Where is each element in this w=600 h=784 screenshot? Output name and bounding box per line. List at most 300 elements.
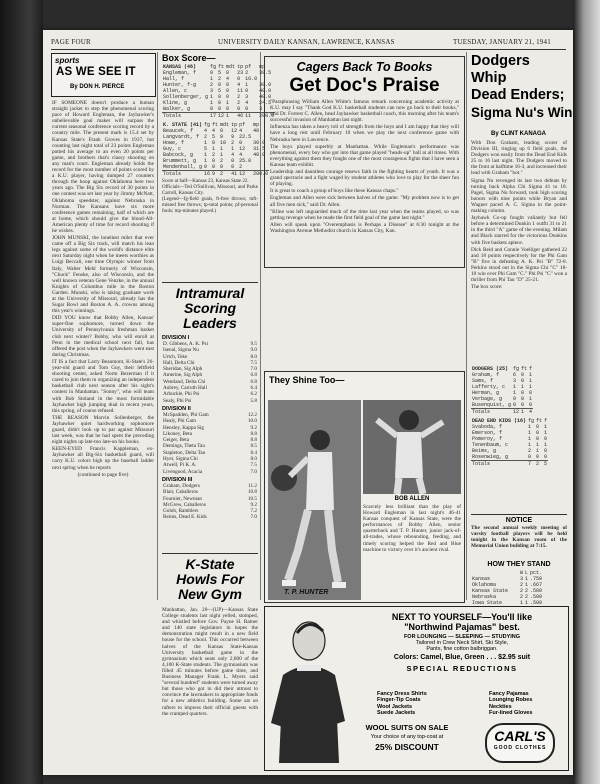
cagers-story-box <box>264 56 465 268</box>
stat-cell: 40 <box>253 128 260 134</box>
issue-date: TUESDAY, JANUARY 21, 1941 <box>453 38 551 46</box>
cagers-kicker: Cagers Back To Books <box>296 60 433 74</box>
dodgers-paragraph: Sigma Nu revenged its last two defeats by turning back Alpha Chi Sigma 41 to 18. Pagel, Sigma Nu forward, took high scoring honors with nine points while Bryan and Wagner paced A. C. Sigma in the point-making column. <box>471 177 567 215</box>
stat-cell: 9 <box>210 70 214 76</box>
stat-cell: 1 <box>210 76 214 82</box>
stat-cell: 1 <box>544 430 548 436</box>
scoring-average: 9.0 <box>250 347 257 354</box>
column-header: pct. <box>530 570 543 576</box>
ad-item: Wool Jackets <box>377 703 413 710</box>
player-name: McSpadden, Phi Gam <box>163 411 209 418</box>
standings-cell: 1 <box>525 582 529 588</box>
totals-row <box>162 171 269 178</box>
column-header: fg <box>528 418 535 424</box>
stat-cell: 4 <box>226 76 230 82</box>
cagers-paragraph: Influenza has taken a heavy toll of strength from the boys and I am happy that they will have a long rest until February 10 when we play the next conference game with Nebraska here in Lawrence. <box>270 124 459 143</box>
ad-item: Fur-lined Gloves <box>489 709 533 716</box>
totals-cell: 46 <box>237 113 244 119</box>
standings-cell: 2 <box>520 588 524 594</box>
totals-cell: 17 <box>210 113 217 119</box>
column-header: f <box>529 366 533 372</box>
standings-cell: .667 <box>530 582 543 588</box>
legend: (Legend—fg-field goals, ft-free throws; mft-missed free throws; tp-total points; pf-personal fouls; mp-minutes played.) <box>162 197 258 214</box>
stat-cell: 12 <box>239 146 246 152</box>
totals-cell: 12 <box>218 113 225 119</box>
standings-title: HOW THEY STAND <box>487 561 551 568</box>
scoring-average: 7.0 <box>250 366 257 373</box>
column-header: mdt <box>220 122 230 128</box>
stat-cell: 0 <box>218 106 222 112</box>
stat-cell: 9 <box>231 134 235 140</box>
intramural-headline <box>162 286 258 331</box>
scoring-average: 10.0 <box>247 418 257 425</box>
ad-copy <box>357 612 567 673</box>
column-paragraph: IT IS a fact that Larry Beaumont, K-State's 26-year-old guard and Tom Guy, their leftfield shooting center, asked Norm Bezerman if it cared to join them in organizing an independent basketball club next season after his sight's contest in Manhattan. "Sonny", who will team with Bob Stoland in the most formidable Jayhawker high jumping dual in recent years, this spring, of course refused. <box>52 358 154 414</box>
ad-wool-sale: WOOL SUITS ON SALE <box>365 723 449 732</box>
stat-cell: 1 <box>528 436 532 442</box>
cagers-story-body <box>270 99 459 259</box>
stat-cell: 0 <box>226 106 230 112</box>
scoring-average: 7.5 <box>250 462 257 469</box>
stat-cell: 0 <box>521 402 525 408</box>
totals-row <box>162 113 275 120</box>
totals-cell: 16 <box>204 171 211 177</box>
standings-cell: 1 <box>520 600 524 606</box>
dodgers-byline: By CLINT KANAGA <box>491 131 546 137</box>
player-name: Busenquist, g <box>472 402 512 408</box>
stat-cell: 0 <box>239 140 243 146</box>
photo-caption-text: Scarcely less brilliant than the play of Howard Engleman in last night's 46-41 Kansas conquest of Kansas State, were the performances of Bobby Allen, senior quarterback and T. P. Hunter, junior jack-of-all-trades, whose rebounding, feeding, and timely scoring helped the Red and Blue machine to victory over it's ancient rival. <box>363 504 461 553</box>
stat-cell: 0 <box>529 390 533 396</box>
stat-cell: 0 <box>513 402 517 408</box>
stat-cell: 1 <box>529 378 533 384</box>
dodgers-story-body <box>471 140 567 362</box>
stat-cell: 1 <box>204 140 208 146</box>
ad-choice: Your choice of any top-coat at <box>370 734 444 740</box>
section-rule <box>162 553 258 554</box>
stat-cell: 2 <box>528 448 532 454</box>
ad-headline: NEXT TO YOURSELF—You'll like <box>391 612 533 622</box>
player-name: Hensley, Kappa Sig <box>163 424 205 431</box>
scoring-average: 7.0 <box>250 514 257 521</box>
paper-title: UNIVERSITY DAILY KANSAN, LAWRENCE, KANSAS <box>218 38 395 46</box>
stat-cell: 22.5 <box>239 134 252 140</box>
photo-title: They Shine Too— <box>269 375 345 385</box>
team-label: DEAD END KIDS (16) <box>472 418 527 424</box>
stat-cell: 1 <box>231 146 235 152</box>
kstate-headline-line: New Gym <box>178 586 242 602</box>
player-name: McGrew, Caballeros <box>163 501 206 508</box>
scoring-average: 8.0 <box>250 353 257 360</box>
officials: Officials—Ted O'Sullivan, Missouri, and Parke Carroll, Kansas City. <box>162 185 258 196</box>
totals-cell: 5 <box>544 461 548 467</box>
player-name: Wentland, Delta Chi <box>163 378 206 385</box>
team-label: KANSAS (46) <box>163 64 197 70</box>
column-header: ft <box>521 366 528 372</box>
player-name: Sams, f <box>472 378 494 384</box>
hunter-photo <box>268 400 361 600</box>
column-divider <box>466 52 467 600</box>
stat-cell: 0 <box>226 70 230 76</box>
standings-cell: 1 <box>525 576 529 582</box>
standings-cell: 1 <box>525 600 529 606</box>
player-name: Verbage, g <box>472 396 503 402</box>
stat-cell: 1 <box>210 100 214 106</box>
scoring-average: 7.2 <box>250 508 257 515</box>
stat-cell: 4 <box>204 128 208 134</box>
dodgers-paragraph: Jayhawk Co-op fought valiantly but fell before a determined Dunkin 1 outfit 31 to 21 in the third "A" game of the evening. Milam and Black starred for the victorious Dunkins with five baskets apiece. <box>471 215 567 246</box>
totals-cell: 200.0 <box>253 171 269 177</box>
ad-specials-title: SPECIAL REDUCTIONS <box>406 664 518 673</box>
player-name: Guy, c <box>163 146 182 152</box>
column-divider <box>157 52 158 600</box>
cagers-paragraph: "Paraphrasing William Allen White's famous remark concerning academic activity at K.U. may I say "Thank God K.U. basketball students can now go back to their books," said Dr. Forrest C. Allen, head Jayhawker basketball coach, this morning after his team's successful invasion of Manhattan last night. <box>270 99 459 124</box>
scan-border-left <box>0 0 43 784</box>
column-header: mp <box>253 122 260 128</box>
stat-cell: 3 <box>513 378 517 384</box>
ad-product: "Northwind Pajamas" best. <box>404 622 520 632</box>
stat-cell: 0 <box>218 94 222 100</box>
table-row <box>162 106 275 113</box>
stat-cell: 1 <box>245 82 249 88</box>
column-kicker: sports <box>55 56 80 65</box>
intramural-title: Leaders <box>183 315 237 331</box>
photo-feature <box>264 371 465 603</box>
player-name: Herman, g <box>472 390 500 396</box>
scoring-average: 6.8 <box>250 372 257 379</box>
player-name: Beims, Dead E. Kids <box>163 514 207 521</box>
column-paragraph: DID YOU know that Bobby Allen, Kansas' super-fine sophomore, turned down the University of Pennsylvania freshman basket club next winter? Bobby, who will enroll at Penn in the medical school next fall, has offered the post when the Jayhawkers went east during Christmas. <box>52 315 154 358</box>
standings-cell: 2 <box>520 594 524 600</box>
stat-cell: 0 <box>521 390 525 396</box>
player-name: Arbuckle, Phi Psi <box>163 391 200 398</box>
stat-cell: 0 <box>226 94 230 100</box>
division-heading: DIVISION II <box>162 405 191 412</box>
player-name: Golob, Ramblers <box>163 508 199 515</box>
ad-illustration <box>269 613 347 763</box>
stat-cell: 2 <box>220 158 224 164</box>
column-header: ft <box>212 122 219 128</box>
intramural-title: Scoring <box>183 300 237 316</box>
continued-note: (continued to page five) <box>77 471 129 478</box>
stat-cell: 1 <box>529 396 533 402</box>
cagers-paragraph: "Kline was left unguarded much of the time last year when the teams played, so was getting revenge when he made the first field goal of the game last night." <box>270 208 459 221</box>
stat-cell: 0 <box>521 378 525 384</box>
stat-cell: 6 <box>513 372 517 378</box>
allen-player-image <box>363 400 461 494</box>
stat-cell: 0 <box>245 88 249 94</box>
scoring-average: 10.8 <box>247 489 257 496</box>
stat-cell: 1 <box>536 442 540 448</box>
player-name: Geiger, Beta <box>163 437 190 444</box>
player-name: Beaucek, f <box>163 128 194 134</box>
deadend-box-table <box>471 418 548 467</box>
stat-cell: 0 <box>536 430 540 436</box>
player-name: Atwell, Pi K. A. <box>163 462 197 469</box>
player-name: Walker, g <box>163 106 191 112</box>
stat-cell: 1 <box>529 384 533 390</box>
player-name: Hyer, Sigma Chi <box>163 456 198 463</box>
player-name: Beims, g <box>472 448 497 454</box>
totals-cell: 9 <box>211 171 219 178</box>
player-name: Howe, f <box>163 140 185 146</box>
ad-discount: 25% DISCOUNT <box>375 742 439 752</box>
stat-cell: 2 <box>204 134 208 140</box>
stat-cell: 0 <box>521 372 525 378</box>
stat-cell: 0 <box>237 106 241 112</box>
intramural-title: Intramural <box>175 285 245 301</box>
dodgers-paragraph: With Don Graham, leading scorer of Division III, ringing up 6 field goals, the Dodgers won easily from the Dead End Kids 25 to 16 last night. The Dodgers moved to the front at halftime 16-3, and increased their lead with Graham "hot." <box>471 140 567 177</box>
stat-cell: 0 <box>226 82 230 88</box>
scoring-average: 6.2 <box>250 391 257 398</box>
scoring-average: 8.0 <box>250 456 257 463</box>
kstate-box-table <box>162 122 269 177</box>
division-heading: DIVISION III <box>162 476 193 483</box>
allen-photo <box>363 400 461 494</box>
player-name: Amerine, Sig Alph <box>163 372 203 379</box>
column-paragraph: IF SOMEONE doesn't produce a human straight jacket to step the phenomenal scoring pace of Howard Engleman, the Jayhawker's unbelievable goal maker will surpass the current seasonal conference scoring record by a country mile. The present mark is 15.4 set by Kansas State's Frank Groves in 1937, but counting last night total of 23 points Engleman potted his average to an even 20 points per game, and brothers that's classy shooting on any man's court. Engleman already holds the record for the most number of points scored by a K.U. player, having dumped 27 counters through the hoop against Oklahoma here two years ago. The Big Six record of 30 points in one contest was set last year by Jimmy McNatt, Oklahoma speedster, against Nebraska in Norman. The Kansans have six more conference games remaining, half of which are at home, which should give the blond-All-American plenty of time for record shooting if he wishes. <box>52 100 154 234</box>
stat-cell: 25.0 <box>239 158 252 164</box>
stat-cell: 1 <box>528 424 532 430</box>
ad-right-items <box>489 691 532 716</box>
stat-cell: 2 <box>239 164 243 170</box>
column-byline: By DON H. PIERCE <box>70 84 125 90</box>
stat-cell: 3 <box>245 94 249 100</box>
stat-cell: 0 <box>210 106 214 112</box>
stat-cell: 2 <box>237 100 241 106</box>
column-header: pf <box>245 64 252 70</box>
allen-caption: BOB ALLEN <box>394 496 430 502</box>
stat-cell: 0 <box>528 454 532 460</box>
standings-cell: .500 <box>530 600 543 606</box>
stat-cell: 4 <box>239 152 243 158</box>
division-heading: DIVISION I <box>162 335 190 341</box>
box-notes <box>162 179 258 215</box>
player-name: Allen, c <box>163 88 188 94</box>
stat-cell: 1 <box>513 390 517 396</box>
leader-row <box>162 514 258 520</box>
cagers-paragraph: It is great to coach a group of boys like these Kansas chaps." <box>270 188 399 195</box>
stat-cell: 5 <box>218 88 222 94</box>
stat-cell: 1 <box>544 424 548 430</box>
stat-cell: 3 <box>259 106 263 112</box>
column-paragraph: KEEN-EYED Francis Kappleman, ex-Jayhawker all Big-Six basketball guard, will carry K.U. colors high up the baseball ladder next spring when he reports <box>52 446 154 471</box>
stat-cell: 30.0 <box>259 82 272 88</box>
team-label: DODGERS (25) <box>472 366 509 372</box>
column-header: tp <box>237 64 244 70</box>
ad-item: Neckties <box>489 703 512 710</box>
team-name: Kansas State <box>472 588 509 594</box>
masthead-rule <box>51 49 566 50</box>
scoring-average: 12.2 <box>247 411 257 418</box>
totals-cell: 1 <box>520 409 528 416</box>
carls-logo-name: CARL'S <box>494 728 546 744</box>
standings-cell: 2 <box>525 588 529 594</box>
stat-cell: 0 <box>529 402 533 408</box>
scoring-average: 11.2 <box>248 482 257 489</box>
intramural-box-scores <box>471 366 567 467</box>
leaders-table <box>162 412 258 475</box>
column-title: AS WE SEE IT <box>56 66 136 78</box>
column-header: mdt <box>226 64 236 70</box>
kstate-headline-line: Howls For <box>176 571 244 587</box>
totals-cell: 1 <box>225 113 236 120</box>
ad-left-items <box>377 691 427 716</box>
ad-uses: FOR LOUNGING — SLEEPING — STUDYING <box>403 634 521 640</box>
stat-cell: 1 <box>521 384 525 390</box>
leader-row <box>162 398 258 404</box>
column-header: L <box>525 570 529 576</box>
standings-cell: 2 <box>520 582 524 588</box>
player-name: Graham, f <box>472 372 500 378</box>
column-header: mp <box>259 64 266 70</box>
stat-cell: 0 <box>536 424 540 430</box>
scoring-average: 8.5 <box>250 443 257 450</box>
scoring-average: 10.5 <box>247 495 257 502</box>
leader-row <box>162 469 258 475</box>
player-name: Pomeroy, f <box>472 436 503 442</box>
totals-cell: 2 <box>535 461 543 468</box>
stat-cell: 4 <box>245 100 249 106</box>
carls-logo-tag: GOOD CLOTHES <box>493 745 547 751</box>
halftime-score: Score at half—Kansas 23, Kansas State 22. <box>162 179 249 184</box>
newspaper-page <box>43 30 573 775</box>
stat-cell: 30.0 <box>253 140 266 146</box>
leaders-table <box>162 341 258 404</box>
stat-cell: 0 <box>218 82 222 88</box>
scoring-average: 8.4 <box>250 449 257 456</box>
dodgers-headline-line: Dodgers Whip <box>471 53 530 86</box>
column-header: fg <box>204 122 211 128</box>
player-name: Aubrey, Carruth Hall <box>163 385 207 392</box>
stat-cell: 1 <box>513 384 517 390</box>
stat-cell: 0 <box>544 454 548 460</box>
team-label: K. STATE (41) <box>163 122 203 128</box>
scoring-average: 8.8 <box>250 437 257 444</box>
ad-item: Fancy Dress Shirts <box>377 691 427 697</box>
stat-cell: 40.0 <box>253 152 266 158</box>
stat-cell: 2 <box>212 152 216 158</box>
team-name: Nebraska <box>472 594 497 600</box>
player-name: Lafferty, c <box>472 384 506 390</box>
section-rule <box>162 282 258 283</box>
player-name: D. Gibbens, A. K. Psi <box>163 341 208 347</box>
column-header: pf <box>239 122 246 128</box>
column-header: tp <box>231 122 238 128</box>
column-header: f <box>544 418 548 424</box>
stat-cell: 16.0 <box>245 76 258 82</box>
scoring-average: 5.8 <box>250 397 257 404</box>
player-name: Urtch, Teke <box>163 353 188 360</box>
stat-cell: 9 <box>220 134 224 140</box>
stat-cell: 0 <box>218 100 222 106</box>
page-label: PAGE FOUR <box>51 38 91 46</box>
pajama-man-illustration <box>269 613 347 763</box>
stat-cell: 0 <box>226 88 230 94</box>
stat-cell: 1 <box>220 146 224 152</box>
totals-cell: 41 <box>231 171 238 177</box>
player-name: Langvardt, f <box>163 134 200 140</box>
player-name: Graham, Dodgers <box>163 482 200 489</box>
stat-cell: 0 <box>212 158 216 164</box>
scoring-average: 8.8 <box>250 430 257 437</box>
player-name: Blair, Caballeros <box>163 489 198 496</box>
stat-cell: 1 <box>226 100 230 106</box>
standings-cell: 2 <box>525 594 529 600</box>
kstate-headline-line: K-State <box>185 556 235 572</box>
dodgers-box-table <box>471 366 533 415</box>
stat-cell: 2 <box>245 70 249 76</box>
stat-cell: 1 <box>528 430 532 436</box>
standings-box <box>471 561 567 612</box>
stat-cell: 1 <box>529 372 533 378</box>
totals-cell: 200.0 <box>259 113 275 119</box>
stat-cell: 24.5 <box>259 100 272 106</box>
table-row <box>471 402 533 409</box>
ad-item: Suede Jackets <box>377 709 416 716</box>
player-name: Demings, Theta Tau <box>163 443 205 450</box>
notice-title: NOTICE <box>505 517 533 524</box>
scoring-average: 9.5 <box>250 341 257 347</box>
stat-cell: 2 <box>218 76 222 82</box>
cagers-paragraph: Allen will speak upon "Overemphasis is Perhaps a Disease" at 6:30 tonight at the Washington Avenue Methodist church in Kansas City, Kan. <box>270 221 459 234</box>
player-name: Likoney, Beta <box>163 430 193 437</box>
stat-cell: 5 <box>204 146 208 152</box>
cagers-paragraph: Leadership and dauntless courage renews faith in the fighting hearts of youth. It was a grand spectacle and a fight waged by student athletes who love to play for the sheer fun of playing. <box>270 169 459 188</box>
box-score-title: Box Score— <box>162 53 216 63</box>
player-name: Brummett, g <box>163 158 197 164</box>
column-logo-box <box>51 53 156 97</box>
totals-cell: 12 <box>513 409 520 415</box>
player-name: Fournier, Newman <box>163 495 202 502</box>
ad-colors-price: Colors: Camel, Blue, Green . . . $2.95 suit <box>393 654 531 661</box>
stat-cell: 1 <box>204 152 208 158</box>
totals-cell: 4 <box>529 409 533 415</box>
cagers-paragraph: Engleman and Allen were sick between halves of the game. "My problem now is to get all five men sick," said Dr. Allen. <box>270 195 459 208</box>
player-name: Stapleton, Delta Tau <box>163 449 206 456</box>
scoring-average: 7.0 <box>250 468 257 475</box>
scan-border-right <box>573 0 600 784</box>
stat-cell: 1 <box>528 442 532 448</box>
ad-sale-copy <box>357 723 457 752</box>
totals-cell: Totals <box>471 461 527 468</box>
team-name: Kansas <box>472 576 491 582</box>
stat-cell: 4 <box>239 128 243 134</box>
dodgers-paragraph: The box score: <box>471 284 503 291</box>
stat-cell: 4 <box>237 82 241 88</box>
stat-cell: 0 <box>212 140 216 146</box>
stat-cell: 0 <box>231 164 235 170</box>
scoring-average: 9.2 <box>250 424 257 431</box>
column-header: W <box>520 570 524 576</box>
totals-cell: 12 <box>238 171 252 178</box>
stat-cell: 0 <box>231 158 235 164</box>
column-body <box>52 100 154 728</box>
stat-cell: 0 <box>212 164 216 170</box>
stat-cell: 2 <box>231 140 235 146</box>
ad-detail: Tailored in Crew Neck Shirt, Ski Style, <box>415 640 509 646</box>
player-name: Hall, f <box>163 76 185 82</box>
scoring-average: 6.8 <box>250 378 257 385</box>
stat-cell: 11 <box>237 88 244 94</box>
totals-cell: 11 <box>244 113 258 120</box>
carls-advertisement <box>264 606 569 771</box>
stat-cell: 1 <box>212 146 216 152</box>
totals-row <box>471 409 533 416</box>
player-name: Tenenbaum, c <box>472 442 509 448</box>
standings-cell: .500 <box>530 594 543 600</box>
column-header: ft <box>218 64 225 70</box>
